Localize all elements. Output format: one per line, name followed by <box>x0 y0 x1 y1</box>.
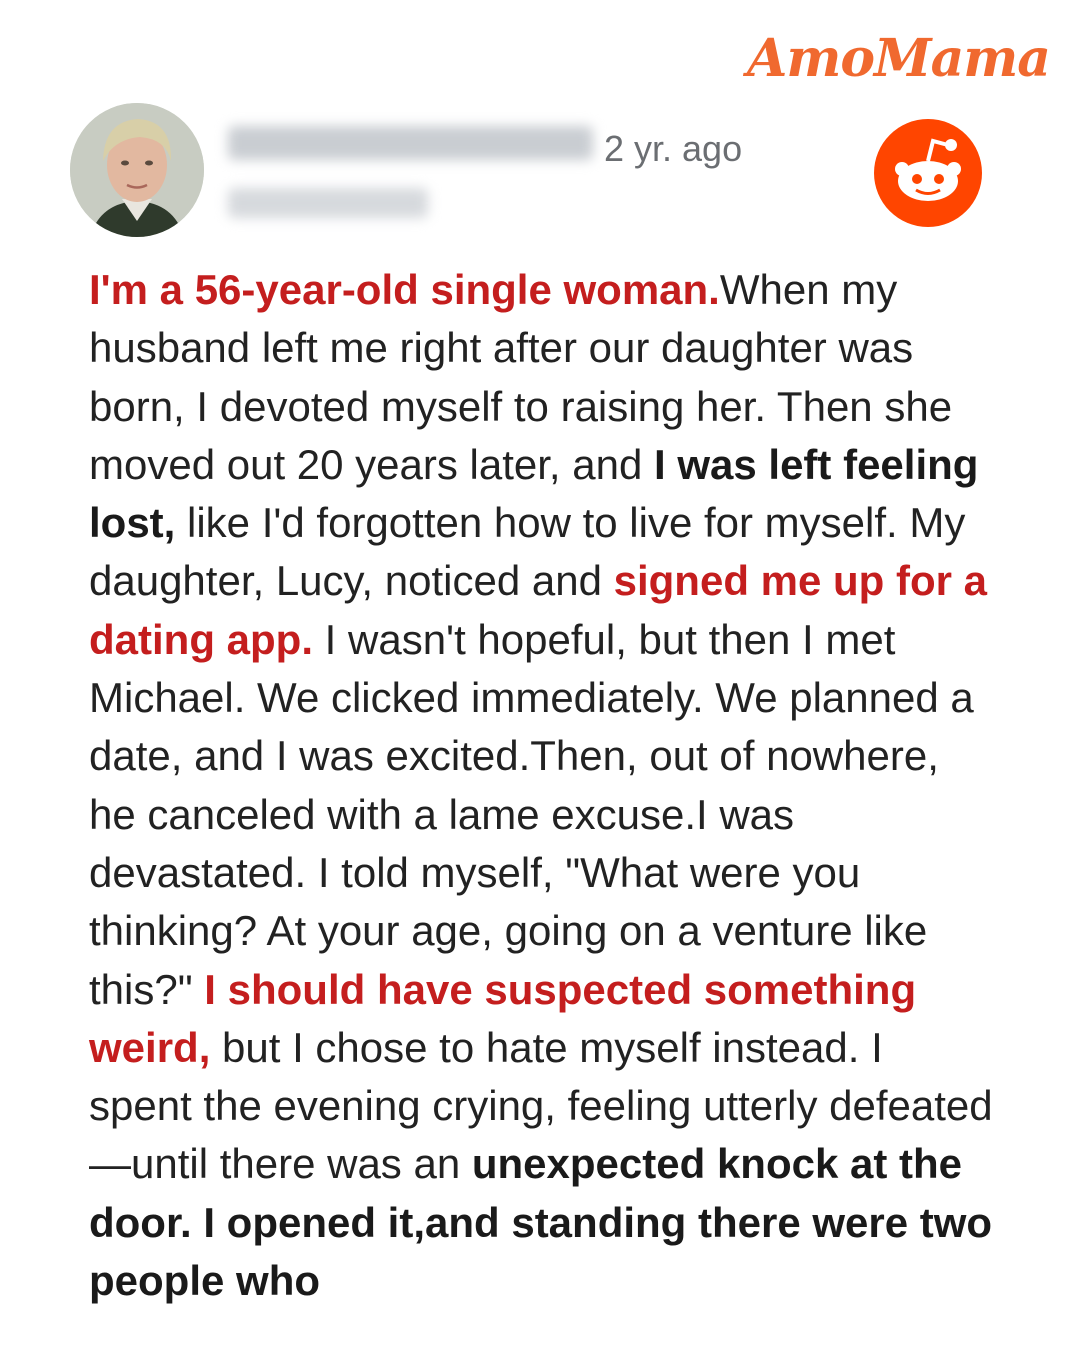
highlight-knock: unexpected knock at the door. I opened it,and standing there were two people who <box>89 1140 993 1305</box>
highlight-suspected: I should have suspected something weird, <box>89 965 917 1071</box>
highlight-age: I'm a 56-year-old single woman. <box>89 266 720 313</box>
highlight-dating-app: signed me up for a dating app. <box>89 557 988 663</box>
post-timestamp: 2 yr. ago <box>604 128 743 169</box>
post-text-1: When my husband left me right after our daughter was born, I devoted myself to raising her. Then she moved out 20 years later, and <box>89 266 953 488</box>
post-text-3: I wasn't hopeful, but then I met Michael. We clicked immediately. We planned a date, and I was excited.Then, out of nowhere, he canceled with a lame excuse.I was devastated. I told myself, "What were you thinking? At your age, going on a venture like this?" <box>89 615 974 1013</box>
post-text-4: but I chose to hate myself instead. I spent the evening crying, feeling utterly defeated —until there was an <box>89 1023 993 1188</box>
post-text-2: like I'd forgotten how to live for myself. My daughter, Lucy, noticed and <box>89 499 966 605</box>
subtitle-redacted <box>228 188 428 218</box>
reddit-icon[interactable] <box>874 119 982 227</box>
post-body <box>89 261 994 1310</box>
highlight-lost: I was left feeling lost, <box>89 440 979 547</box>
amomama-logo: AmoMama <box>746 28 1050 89</box>
user-avatar[interactable] <box>70 103 204 237</box>
username-redacted <box>228 126 593 160</box>
user-avatar-photo-icon <box>70 103 204 237</box>
